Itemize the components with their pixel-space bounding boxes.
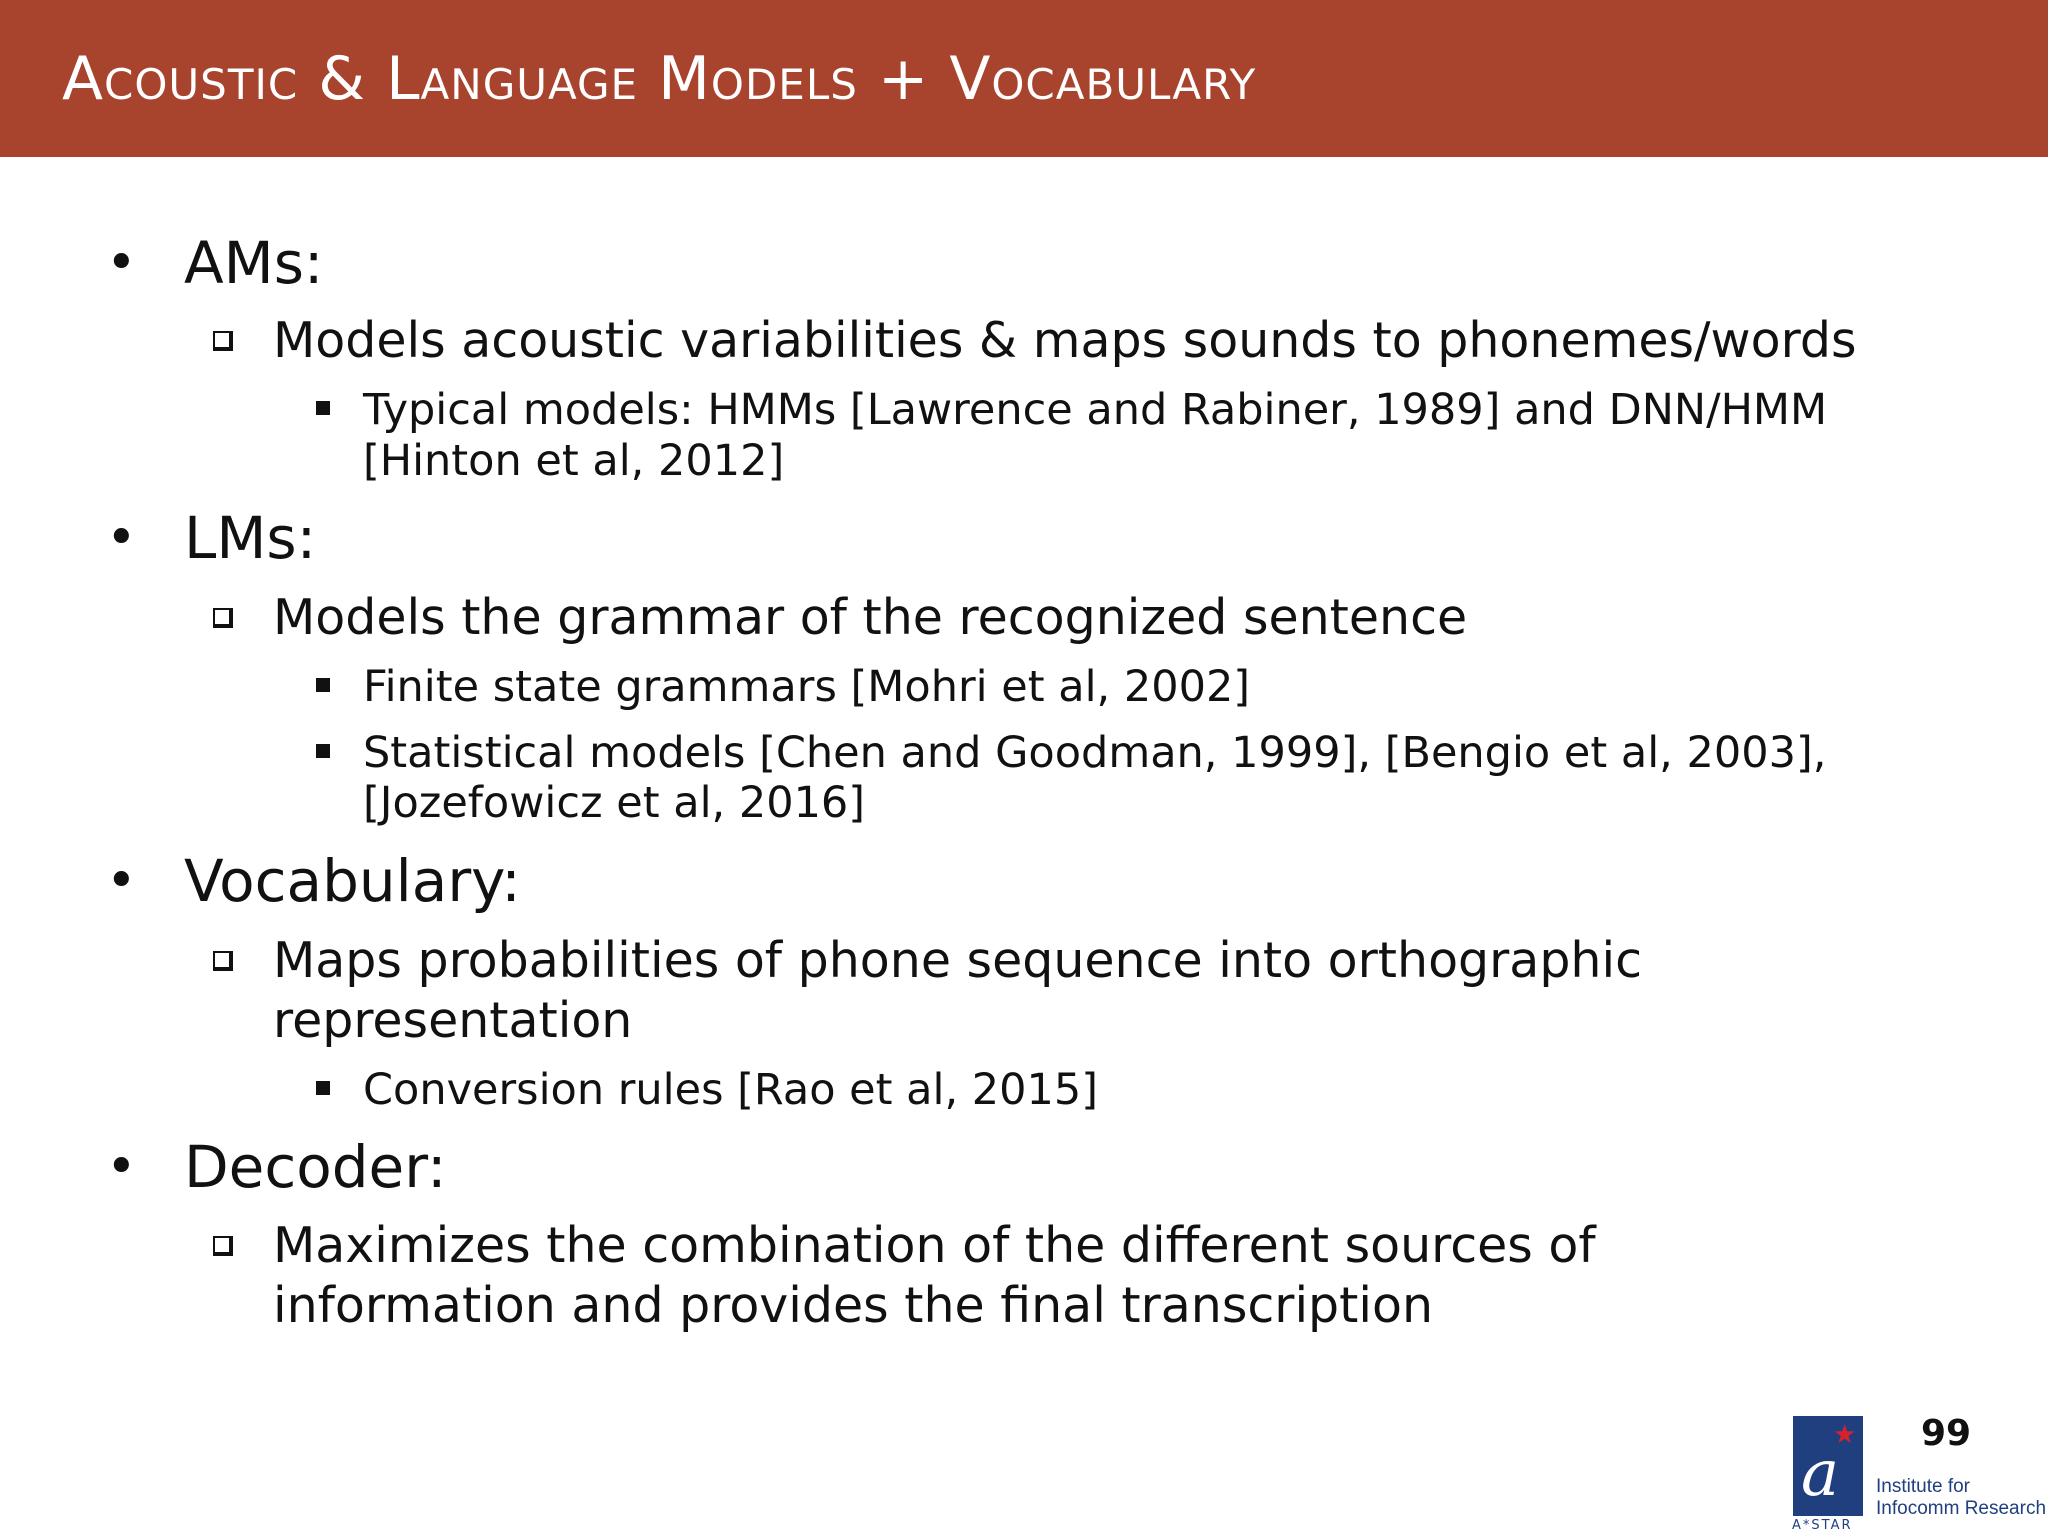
bullet-dot-icon: • [106, 508, 137, 568]
subbullet-text-cont: representation [273, 992, 633, 1049]
bullet-label: Decoder: [184, 1133, 447, 1201]
subbullet-text: Models the grammar of the recognized sentence [273, 589, 1468, 646]
bullet-dot-icon: • [106, 1137, 137, 1197]
subsubbullet-lms-1 [363, 662, 1250, 712]
institute-name [1876, 1476, 2046, 1520]
subsubbullet-text: Conversion rules [Rao et al, 2015] [363, 1065, 1099, 1115]
subbullet-lms-1 [273, 588, 1467, 648]
bullet-lms [106, 503, 317, 573]
logo-glyph: a [1801, 1437, 1840, 1511]
subbullet-decoder-1 [273, 1216, 1596, 1276]
subbullet-vocab-1 [273, 931, 1642, 991]
bullet-decoder [106, 1132, 447, 1202]
checkbox-bullet-icon [213, 1236, 233, 1256]
subsubbullet-text-cont: [Hinton et al, 2012] [363, 436, 785, 486]
subsubbullet-ams-1 [363, 385, 1827, 435]
square-bullet-icon [316, 678, 330, 692]
subbullet-text: Maximizes the combination of the different sources of [273, 1217, 1596, 1274]
subbullet-vocab-1-cont [273, 991, 632, 1051]
checkbox-bullet-icon [213, 331, 233, 351]
bullet-label: LMs: [184, 504, 317, 572]
slide-title: Acoustic & Language Models + Vocabulary [62, 44, 1257, 114]
subsubbullet-lms-2 [363, 728, 1826, 778]
subbullet-text: Maps probabilities of phone sequence into orthographic [273, 932, 1643, 989]
subbullet-text: Models acoustic variabilities & maps sounds to phonemes/words [273, 312, 1857, 369]
bullet-dot-icon: • [106, 851, 137, 911]
subsubbullet-lms-2-cont [363, 778, 865, 828]
bullet-vocabulary [106, 846, 521, 916]
subsubbullet-text: Finite state grammars [Mohri et al, 2002] [363, 662, 1251, 712]
bullet-ams [106, 228, 324, 298]
bullet-dot-icon: • [106, 233, 137, 293]
bullet-label: AMs: [184, 229, 324, 297]
subsubbullet-vocab-1 [363, 1065, 1098, 1115]
logo-org-text: A*STAR [1792, 1518, 1853, 1533]
subsubbullet-ams-1-cont [363, 436, 784, 486]
subsubbullet-text-cont: [Jozefowicz et al, 2016] [363, 778, 866, 828]
star-icon: ★ [1833, 1420, 1857, 1450]
bullet-label: Vocabulary: [184, 847, 521, 915]
checkbox-bullet-icon [213, 951, 233, 971]
subbullet-ams-1 [273, 311, 1857, 371]
subbullet-decoder-1-cont [273, 1276, 1433, 1336]
astar-logo [1793, 1416, 1863, 1516]
square-bullet-icon [316, 401, 330, 415]
institute-line-2: Infocomm Research [1876, 1498, 2047, 1519]
square-bullet-icon [316, 744, 330, 758]
subbullet-text-cont: information and provides the final transcription [273, 1277, 1434, 1334]
checkbox-bullet-icon [213, 608, 233, 628]
subsubbullet-text: Typical models: HMMs [Lawrence and Rabiner, 1989] and DNN/HMM [363, 385, 1828, 435]
institute-line-1: Institute for [1876, 1476, 1970, 1497]
square-bullet-icon [316, 1081, 330, 1095]
subsubbullet-text: Statistical models [Chen and Goodman, 1999], [Bengio et al, 2003], [363, 728, 1827, 778]
page-number: 99 [1921, 1413, 1972, 1454]
